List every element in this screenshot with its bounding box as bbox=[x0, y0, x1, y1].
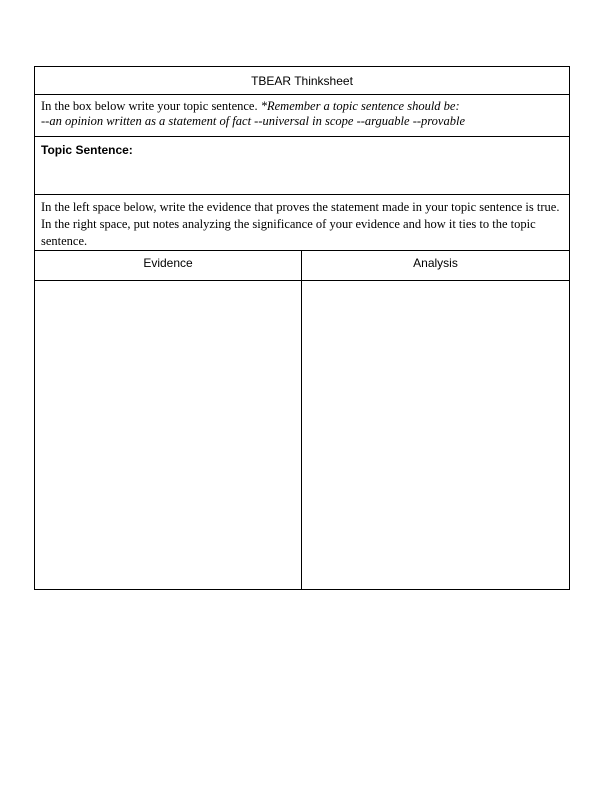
evidence-column bbox=[35, 251, 302, 589]
topic-reminder-line2: --an opinion written as a statement of fact --universal in scope --arguable --provable bbox=[41, 114, 465, 128]
evidence-writing-area[interactable] bbox=[35, 281, 301, 589]
sheet-title: TBEAR Thinksheet bbox=[35, 67, 569, 95]
evidence-analysis-columns bbox=[35, 251, 569, 590]
evidence-instructions: In the left space below, write the evidence that proves the statement made in your topic sentence is true. In the right space, put notes analyzing the significance of your evidence and how it ties to the topic sentence. bbox=[35, 195, 569, 251]
topic-instructions-text: In the box below write your topic sentence. bbox=[41, 99, 261, 113]
topic-sentence-box[interactable] bbox=[35, 137, 569, 195]
thinksheet-table bbox=[34, 66, 570, 590]
analysis-header: Analysis bbox=[302, 251, 569, 281]
analysis-column bbox=[302, 251, 569, 589]
analysis-writing-area[interactable] bbox=[302, 281, 569, 589]
evidence-header: Evidence bbox=[35, 251, 301, 281]
topic-reminder-line1: *Remember a topic sentence should be: bbox=[260, 99, 460, 113]
topic-instructions bbox=[35, 95, 569, 137]
topic-sentence-label: Topic Sentence: bbox=[41, 143, 133, 157]
